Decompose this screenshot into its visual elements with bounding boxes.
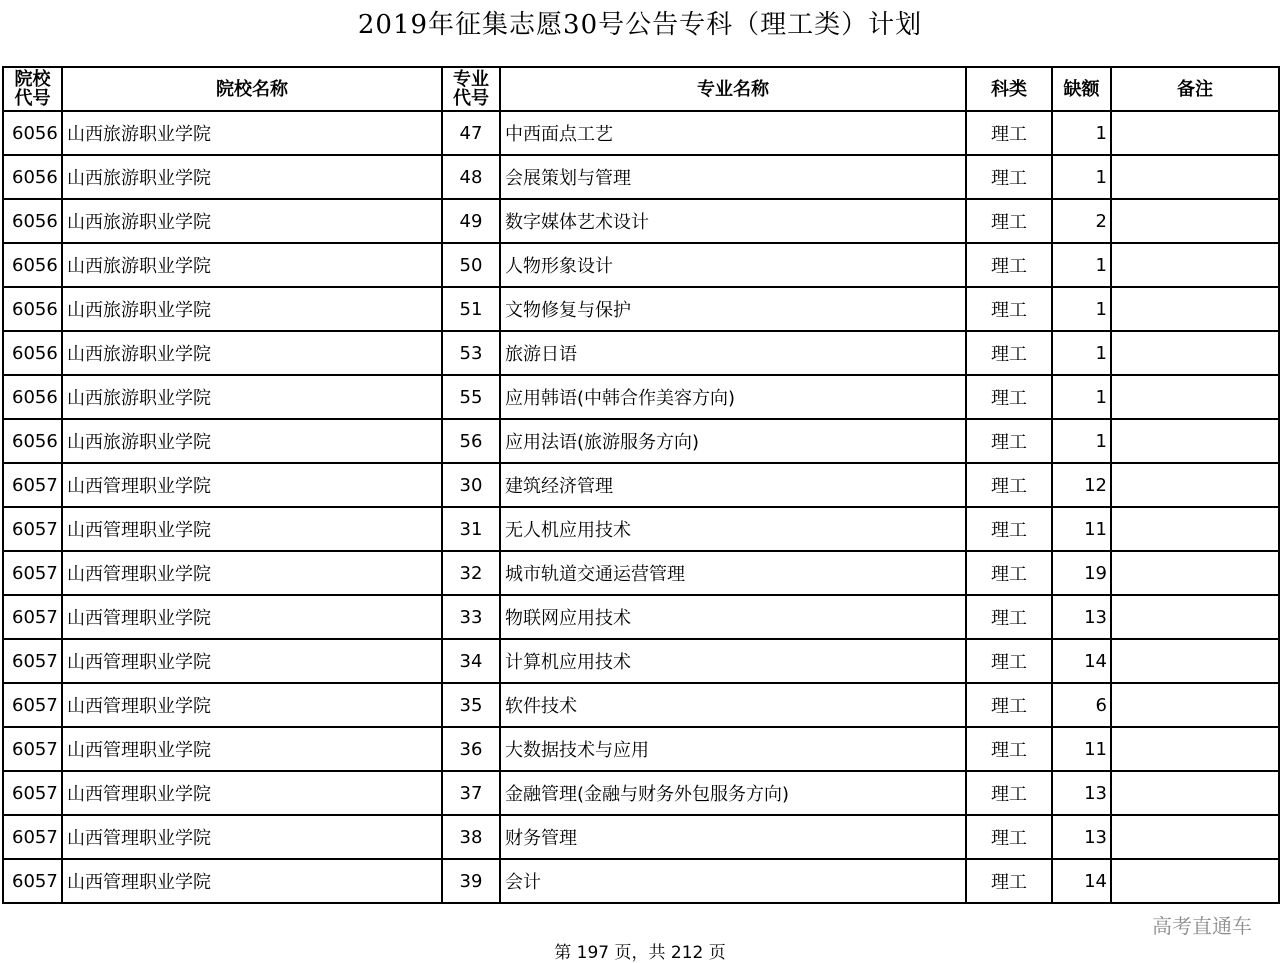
table-row bbox=[3, 243, 1279, 287]
table-row bbox=[3, 111, 1279, 155]
school-code-cell: 6056 bbox=[3, 199, 62, 243]
vacancies-cell: 12 bbox=[1052, 463, 1111, 507]
notes-cell bbox=[1111, 463, 1279, 507]
major-name-cell: 人物形象设计 bbox=[500, 243, 966, 287]
table-row bbox=[3, 463, 1279, 507]
category-cell: 理工 bbox=[966, 595, 1052, 639]
vacancies-cell: 14 bbox=[1052, 639, 1111, 683]
school-name-cell: 山西管理职业学院 bbox=[62, 507, 442, 551]
school-name-cell: 山西旅游职业学院 bbox=[62, 199, 442, 243]
category-cell: 理工 bbox=[966, 111, 1052, 155]
major-name-cell: 大数据技术与应用 bbox=[500, 727, 966, 771]
category-cell: 理工 bbox=[966, 683, 1052, 727]
notes-cell bbox=[1111, 507, 1279, 551]
major-name-cell: 无人机应用技术 bbox=[500, 507, 966, 551]
notes-cell bbox=[1111, 111, 1279, 155]
category-cell: 理工 bbox=[966, 419, 1052, 463]
major-name-cell: 中西面点工艺 bbox=[500, 111, 966, 155]
school-code-cell: 6057 bbox=[3, 771, 62, 815]
major-name-cell: 软件技术 bbox=[500, 683, 966, 727]
major-code-cell: 50 bbox=[442, 243, 500, 287]
category-cell: 理工 bbox=[966, 463, 1052, 507]
table-row bbox=[3, 683, 1279, 727]
notes-cell bbox=[1111, 551, 1279, 595]
notes-cell bbox=[1111, 815, 1279, 859]
vacancies-cell: 13 bbox=[1052, 771, 1111, 815]
vacancies-cell: 1 bbox=[1052, 419, 1111, 463]
table-row bbox=[3, 287, 1279, 331]
school-name-cell: 山西旅游职业学院 bbox=[62, 419, 442, 463]
school-name-cell: 山西旅游职业学院 bbox=[62, 111, 442, 155]
table-row bbox=[3, 419, 1279, 463]
school-code-cell: 6057 bbox=[3, 551, 62, 595]
major-code-cell: 32 bbox=[442, 551, 500, 595]
school-code-cell: 6056 bbox=[3, 111, 62, 155]
school-name-cell: 山西管理职业学院 bbox=[62, 859, 442, 903]
major-name-cell: 城市轨道交通运营管理 bbox=[500, 551, 966, 595]
major-name-cell: 建筑经济管理 bbox=[500, 463, 966, 507]
table-row bbox=[3, 595, 1279, 639]
notes-cell bbox=[1111, 727, 1279, 771]
major-name-cell: 旅游日语 bbox=[500, 331, 966, 375]
header-major-name: 专业名称 bbox=[500, 67, 966, 111]
major-code-cell: 30 bbox=[442, 463, 500, 507]
major-code-cell: 53 bbox=[442, 331, 500, 375]
vacancies-cell: 2 bbox=[1052, 199, 1111, 243]
category-cell: 理工 bbox=[966, 331, 1052, 375]
school-name-cell: 山西管理职业学院 bbox=[62, 727, 442, 771]
notes-cell bbox=[1111, 199, 1279, 243]
major-code-cell: 38 bbox=[442, 815, 500, 859]
plan-table bbox=[2, 66, 1280, 904]
header-major-code: 专业 代号 bbox=[442, 67, 500, 111]
school-code-cell: 6056 bbox=[3, 419, 62, 463]
major-code-cell: 34 bbox=[442, 639, 500, 683]
major-name-cell: 应用法语(旅游服务方向) bbox=[500, 419, 966, 463]
vacancies-cell: 1 bbox=[1052, 331, 1111, 375]
vacancies-cell: 13 bbox=[1052, 815, 1111, 859]
notes-cell bbox=[1111, 683, 1279, 727]
notes-cell bbox=[1111, 595, 1279, 639]
major-code-cell: 47 bbox=[442, 111, 500, 155]
table-header-row bbox=[3, 67, 1279, 111]
major-code-cell: 37 bbox=[442, 771, 500, 815]
category-cell: 理工 bbox=[966, 551, 1052, 595]
vacancies-cell: 1 bbox=[1052, 375, 1111, 419]
vacancies-cell: 1 bbox=[1052, 111, 1111, 155]
vacancies-cell: 1 bbox=[1052, 155, 1111, 199]
notes-cell bbox=[1111, 287, 1279, 331]
table-row bbox=[3, 859, 1279, 903]
category-cell: 理工 bbox=[966, 287, 1052, 331]
vacancies-cell: 1 bbox=[1052, 287, 1111, 331]
category-cell: 理工 bbox=[966, 815, 1052, 859]
school-name-cell: 山西管理职业学院 bbox=[62, 683, 442, 727]
notes-cell bbox=[1111, 155, 1279, 199]
vacancies-cell: 11 bbox=[1052, 507, 1111, 551]
vacancies-cell: 14 bbox=[1052, 859, 1111, 903]
table-row bbox=[3, 771, 1279, 815]
watermark: 高考直通车 bbox=[1152, 914, 1252, 938]
major-name-cell: 应用韩语(中韩合作美容方向) bbox=[500, 375, 966, 419]
notes-cell bbox=[1111, 419, 1279, 463]
header-category: 科类 bbox=[966, 67, 1052, 111]
table-row bbox=[3, 375, 1279, 419]
school-name-cell: 山西旅游职业学院 bbox=[62, 375, 442, 419]
school-code-cell: 6056 bbox=[3, 243, 62, 287]
school-name-cell: 山西旅游职业学院 bbox=[62, 331, 442, 375]
school-code-cell: 6056 bbox=[3, 331, 62, 375]
notes-cell bbox=[1111, 859, 1279, 903]
school-code-cell: 6057 bbox=[3, 507, 62, 551]
school-code-cell: 6057 bbox=[3, 463, 62, 507]
school-name-cell: 山西管理职业学院 bbox=[62, 771, 442, 815]
major-name-cell: 数字媒体艺术设计 bbox=[500, 199, 966, 243]
vacancies-cell: 11 bbox=[1052, 727, 1111, 771]
school-code-cell: 6057 bbox=[3, 683, 62, 727]
header-notes: 备注 bbox=[1111, 67, 1279, 111]
major-code-cell: 51 bbox=[442, 287, 500, 331]
category-cell: 理工 bbox=[966, 727, 1052, 771]
table-row bbox=[3, 551, 1279, 595]
major-code-cell: 48 bbox=[442, 155, 500, 199]
notes-cell bbox=[1111, 331, 1279, 375]
school-code-cell: 6057 bbox=[3, 815, 62, 859]
major-code-cell: 39 bbox=[442, 859, 500, 903]
category-cell: 理工 bbox=[966, 771, 1052, 815]
school-name-cell: 山西管理职业学院 bbox=[62, 463, 442, 507]
vacancies-cell: 19 bbox=[1052, 551, 1111, 595]
header-school-name: 院校名称 bbox=[62, 67, 442, 111]
school-name-cell: 山西管理职业学院 bbox=[62, 815, 442, 859]
school-code-cell: 6057 bbox=[3, 595, 62, 639]
table-row bbox=[3, 155, 1279, 199]
vacancies-cell: 13 bbox=[1052, 595, 1111, 639]
category-cell: 理工 bbox=[966, 199, 1052, 243]
table-row bbox=[3, 815, 1279, 859]
category-cell: 理工 bbox=[966, 155, 1052, 199]
major-code-cell: 55 bbox=[442, 375, 500, 419]
major-code-cell: 35 bbox=[442, 683, 500, 727]
table-row bbox=[3, 507, 1279, 551]
major-code-cell: 56 bbox=[442, 419, 500, 463]
table-row bbox=[3, 727, 1279, 771]
category-cell: 理工 bbox=[966, 507, 1052, 551]
school-name-cell: 山西管理职业学院 bbox=[62, 595, 442, 639]
school-name-cell: 山西旅游职业学院 bbox=[62, 287, 442, 331]
table-row bbox=[3, 331, 1279, 375]
major-code-cell: 49 bbox=[442, 199, 500, 243]
category-cell: 理工 bbox=[966, 375, 1052, 419]
major-name-cell: 计算机应用技术 bbox=[500, 639, 966, 683]
school-code-cell: 6056 bbox=[3, 155, 62, 199]
table-row bbox=[3, 199, 1279, 243]
page-footer: 第 197 页，共 212 页 bbox=[554, 943, 726, 963]
school-code-cell: 6057 bbox=[3, 727, 62, 771]
header-school-code: 院校 代号 bbox=[3, 67, 62, 111]
major-name-cell: 物联网应用技术 bbox=[500, 595, 966, 639]
category-cell: 理工 bbox=[966, 243, 1052, 287]
school-code-cell: 6056 bbox=[3, 287, 62, 331]
major-code-cell: 31 bbox=[442, 507, 500, 551]
table-row bbox=[3, 639, 1279, 683]
school-code-cell: 6056 bbox=[3, 375, 62, 419]
school-name-cell: 山西管理职业学院 bbox=[62, 551, 442, 595]
header-vacancies: 缺额 bbox=[1052, 67, 1111, 111]
school-code-cell: 6057 bbox=[3, 639, 62, 683]
school-name-cell: 山西旅游职业学院 bbox=[62, 243, 442, 287]
major-code-cell: 33 bbox=[442, 595, 500, 639]
vacancies-cell: 6 bbox=[1052, 683, 1111, 727]
major-name-cell: 财务管理 bbox=[500, 815, 966, 859]
major-name-cell: 会计 bbox=[500, 859, 966, 903]
notes-cell bbox=[1111, 243, 1279, 287]
page-title: 2019年征集志愿30号公告专科（理工类）计划 bbox=[357, 10, 923, 40]
school-name-cell: 山西管理职业学院 bbox=[62, 639, 442, 683]
major-name-cell: 金融管理(金融与财务外包服务方向) bbox=[500, 771, 966, 815]
category-cell: 理工 bbox=[966, 859, 1052, 903]
category-cell: 理工 bbox=[966, 639, 1052, 683]
major-code-cell: 36 bbox=[442, 727, 500, 771]
major-name-cell: 会展策划与管理 bbox=[500, 155, 966, 199]
vacancies-cell: 1 bbox=[1052, 243, 1111, 287]
major-name-cell: 文物修复与保护 bbox=[500, 287, 966, 331]
notes-cell bbox=[1111, 375, 1279, 419]
school-name-cell: 山西旅游职业学院 bbox=[62, 155, 442, 199]
school-code-cell: 6057 bbox=[3, 859, 62, 903]
notes-cell bbox=[1111, 639, 1279, 683]
notes-cell bbox=[1111, 771, 1279, 815]
